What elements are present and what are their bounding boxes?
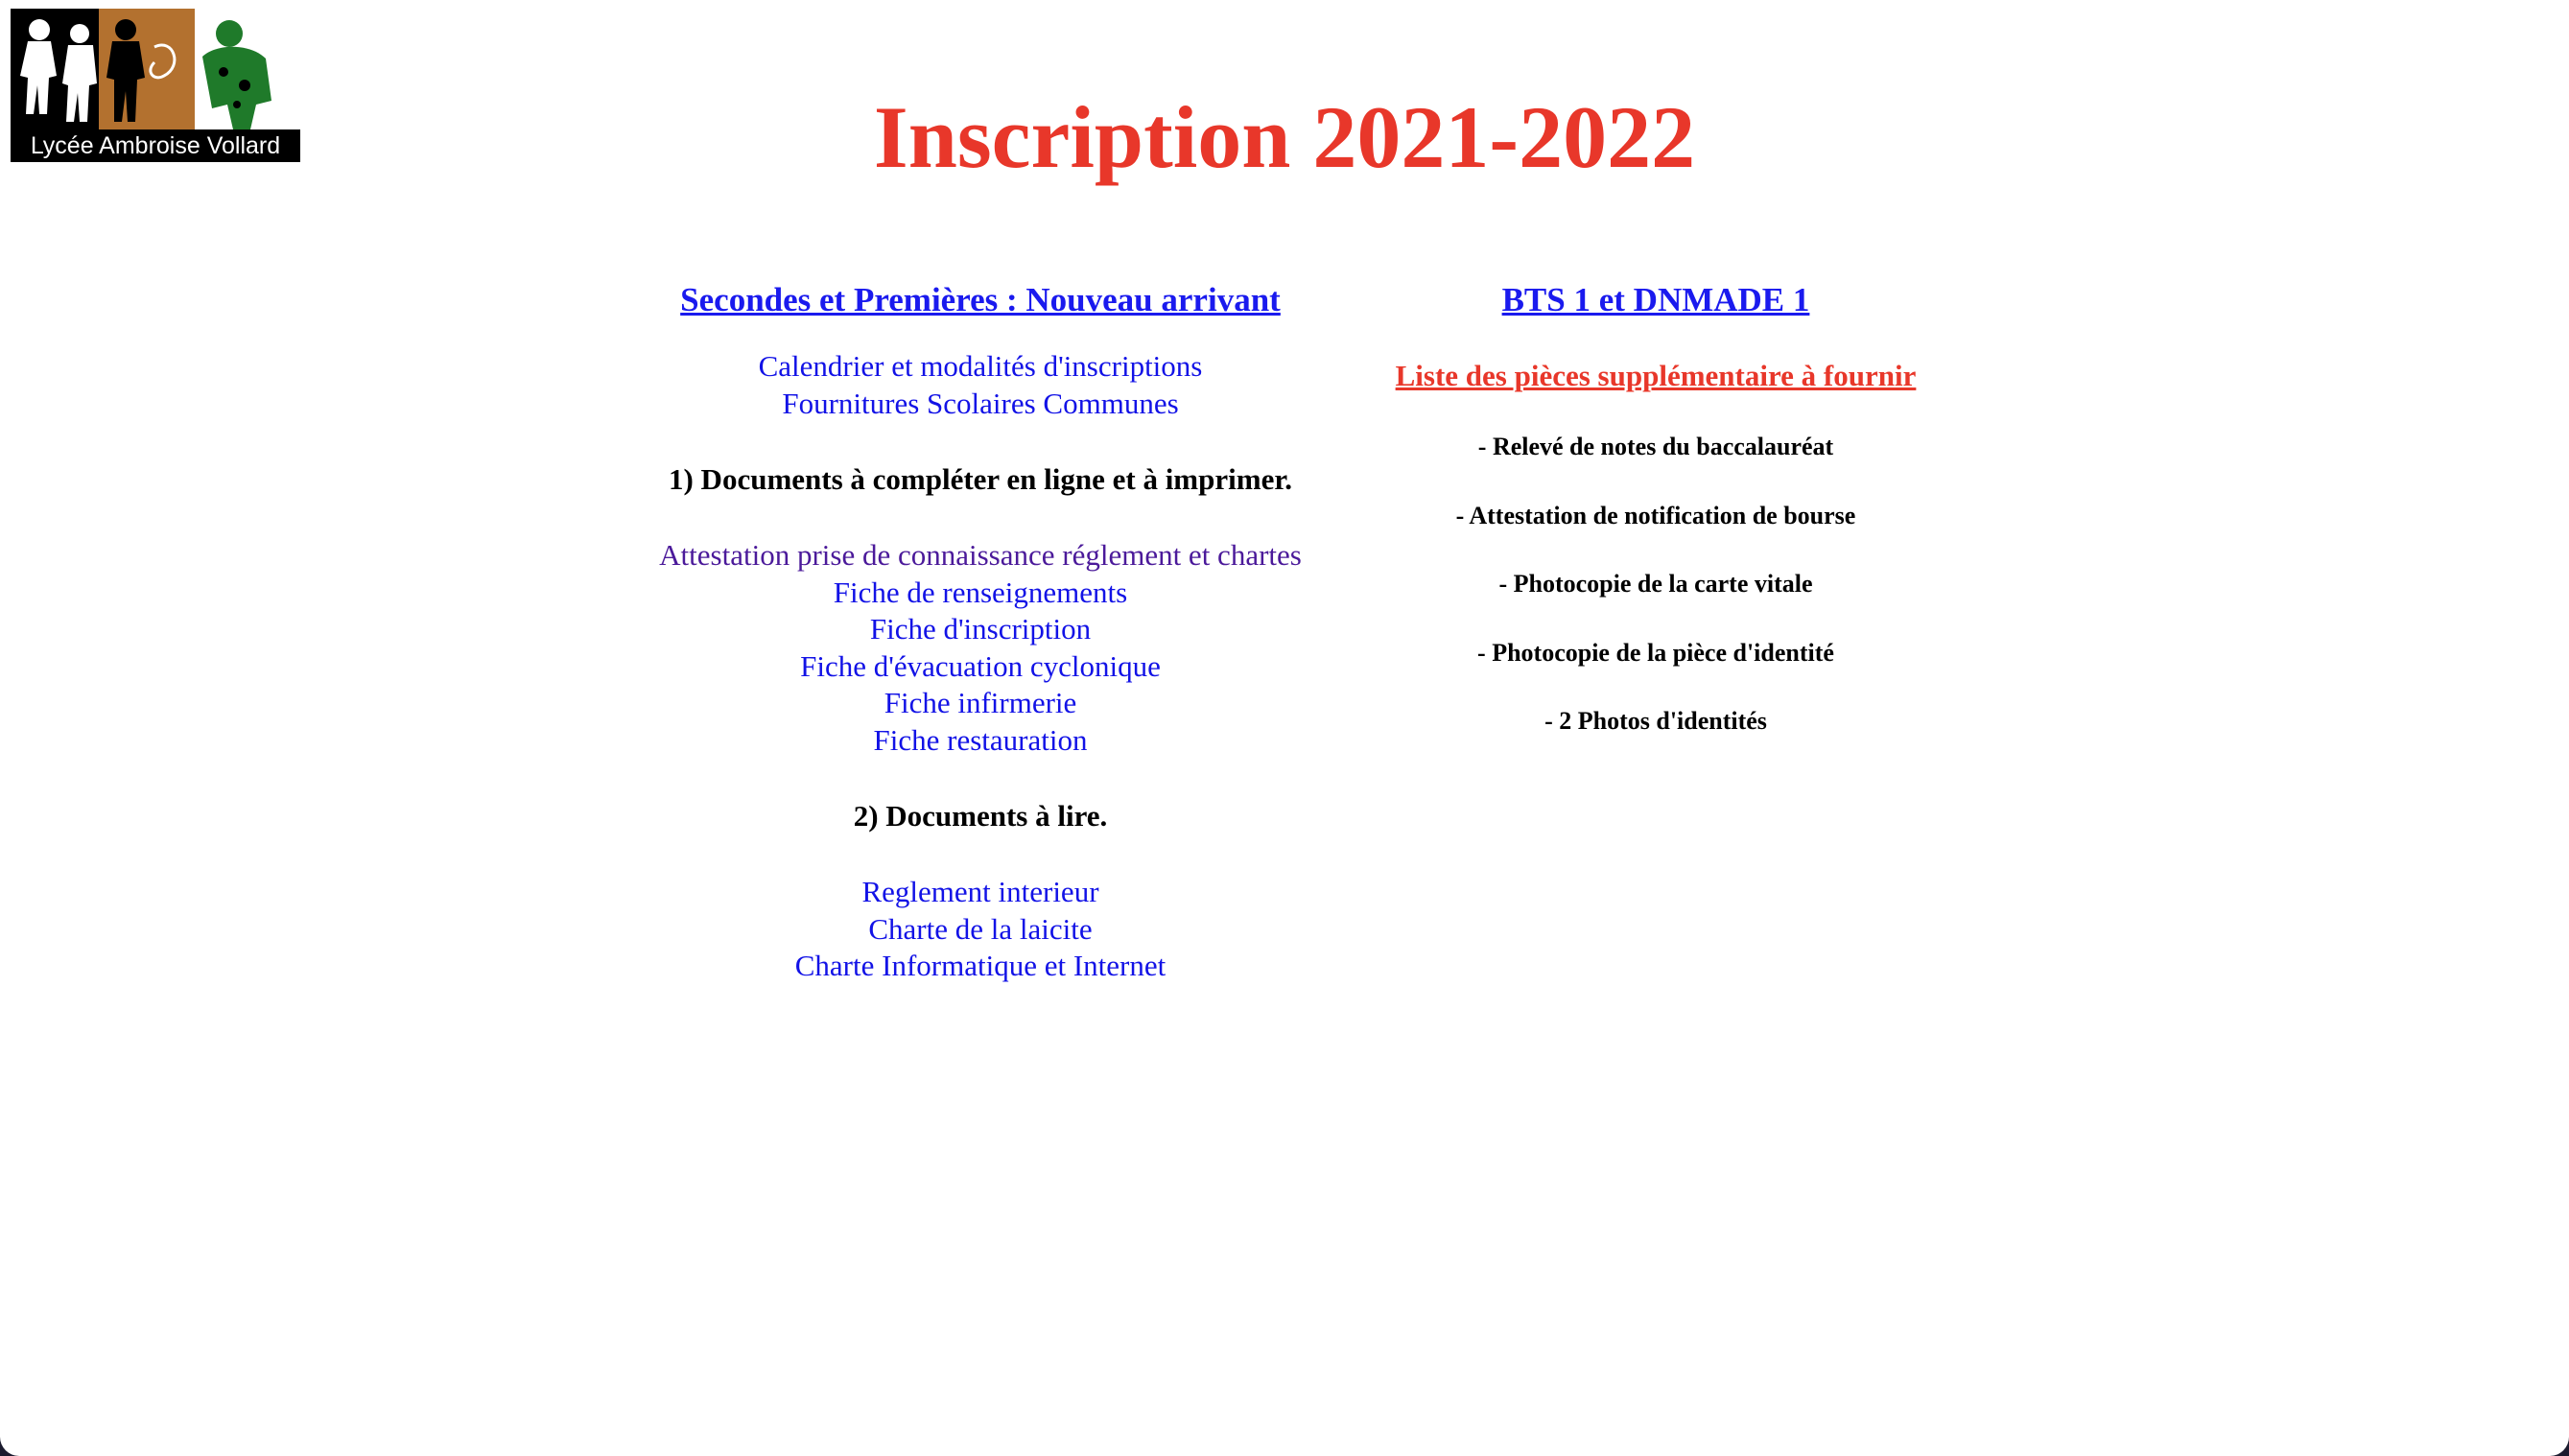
- calendrier-link[interactable]: Calendrier et modalités d'inscriptions: [758, 349, 1203, 383]
- list-item: - 2 Photos d'identités: [1544, 707, 1767, 735]
- fiche-inscription-link[interactable]: Fiche d'inscription: [869, 612, 1092, 646]
- liste-pieces-link[interactable]: Liste des pièces supplémentaire à fournir: [1395, 359, 1917, 392]
- list-item: - Relevé de notes du baccalauréat: [1477, 433, 1834, 460]
- fiche-restauration-link[interactable]: Fiche restauration: [873, 722, 1088, 757]
- section-1-title: 1) Documents à compléter en ligne et à imprimer.: [668, 462, 1292, 496]
- page-title: Inscription 2021-2022: [873, 88, 1696, 186]
- charte-laicite-link[interactable]: Charte de la laicite: [868, 911, 1093, 946]
- heading-bts-dnmade-link[interactable]: BTS 1 et DNMADE 1: [1501, 281, 1810, 318]
- fiche-evacuation-link[interactable]: Fiche d'évacuation cyclonique: [800, 648, 1161, 683]
- pieces-list: [1368, 430, 1944, 739]
- list-item: - Photocopie de la pièce d'identité: [1477, 638, 1834, 667]
- section-1-links: [597, 537, 1364, 759]
- section-2-links: [597, 874, 1364, 985]
- charte-informatique-link[interactable]: Charte Informatique et Internet: [794, 949, 1167, 982]
- list-item: - Attestation de notification de bourse: [1455, 501, 1856, 529]
- fiche-renseignements-link[interactable]: Fiche de renseignements: [833, 575, 1128, 609]
- top-links: [597, 348, 1364, 422]
- heading-secondes-premieres-link[interactable]: Secondes et Premières : Nouveau arrivant: [680, 281, 1281, 318]
- fournitures-link[interactable]: Fournitures Scolaires Communes: [782, 386, 1179, 420]
- attestation-link[interactable]: Attestation prise de connaissance réglement et chartes: [659, 538, 1302, 572]
- left-column: [597, 276, 1364, 985]
- fiche-infirmerie-link[interactable]: Fiche infirmerie: [884, 686, 1077, 719]
- right-column: [1368, 276, 1944, 773]
- list-item: - Photocopie de la carte vitale: [1498, 570, 1813, 598]
- logo-text: Lycée Ambroise Vollard: [30, 132, 281, 159]
- section-2-title: 2) Documents à lire.: [853, 799, 1108, 833]
- reglement-interieur-link[interactable]: Reglement interieur: [861, 875, 1099, 908]
